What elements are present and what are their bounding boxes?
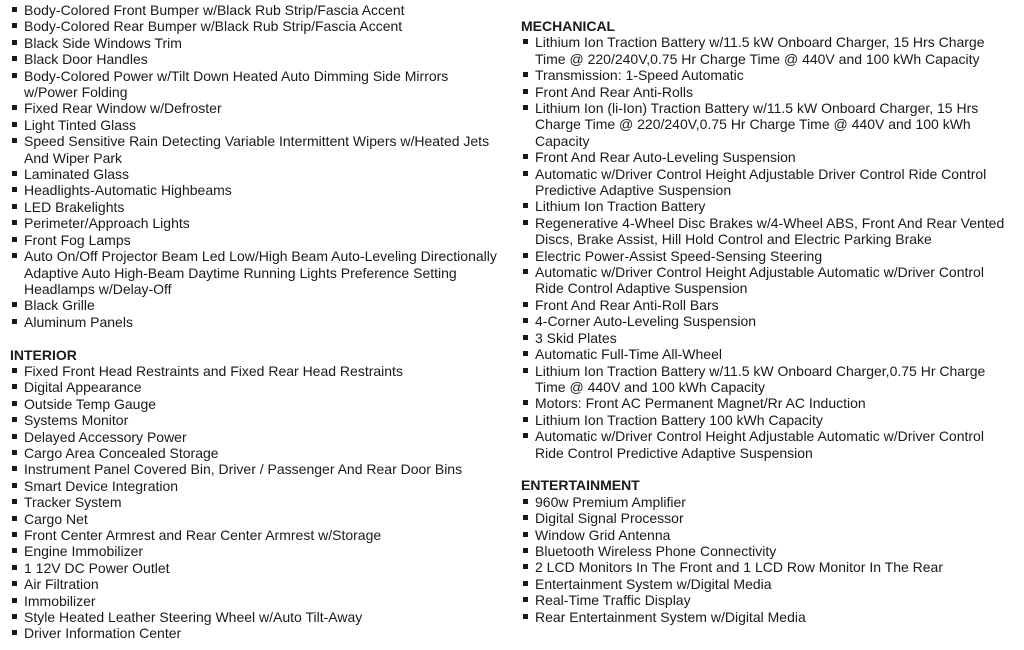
- list-item: [10, 51, 500, 67]
- list-item-text: Lithium Ion Traction Battery w/11.5 kW Onboard Charger, 15 Hrs Charge Time @ 220/240V,0.75 Hr Charge Time @ 440V and 100 kWh Capacity: [535, 34, 985, 67]
- list-item-text: Cargo Area Concealed Storage: [24, 444, 219, 461]
- bullet-icon: [12, 73, 17, 78]
- list-item: [521, 264, 1016, 297]
- bullet-icon: [12, 237, 17, 242]
- list-item: [10, 297, 500, 313]
- list-item: [521, 198, 1016, 214]
- list-item-text: Style Heated Leather Steering Wheel w/Auto Tilt-Away: [24, 609, 363, 625]
- interior-section: [10, 347, 500, 642]
- entertainment-section: [521, 477, 1016, 625]
- list-item-text: 1 12V DC Power Outlet: [24, 559, 170, 576]
- list-item-text: Entertainment System w/Digital Media: [535, 575, 772, 592]
- list-item-text: Real-Time Traffic Display: [535, 592, 691, 609]
- bullet-icon: [523, 351, 528, 356]
- bullet-icon: [523, 171, 528, 176]
- list-item: [10, 412, 500, 428]
- bullet-icon: [523, 433, 528, 438]
- exterior-section: [10, 2, 500, 330]
- exterior-list: [10, 2, 500, 330]
- bullet-icon: [12, 105, 17, 110]
- list-item-text: Cargo Net: [24, 510, 88, 527]
- list-item: [521, 494, 1016, 510]
- list-item: [521, 428, 1016, 461]
- list-item-text: Front Center Armrest and Rear Center Armrest w/Storage: [24, 526, 382, 543]
- list-item-text: Perimeter/Approach Lights: [24, 215, 190, 232]
- list-item-text: Bluetooth Wireless Phone Connectivity: [535, 542, 777, 559]
- list-item-text: Front And Rear Anti-Roll Bars: [535, 296, 719, 313]
- list-item-text: Lithium Ion Traction Battery: [535, 198, 706, 215]
- list-item: [521, 248, 1016, 264]
- list-item-text: Rear Entertainment System w/Digital Media: [535, 608, 806, 625]
- list-item-text: Motors: Front AC Permanent Magnet/Rr AC Induction: [535, 395, 866, 412]
- bullet-icon: [523, 614, 528, 619]
- list-item-text: Laminated Glass: [24, 166, 130, 183]
- list-item-text: Outside Temp Gauge: [24, 395, 157, 412]
- list-item: [10, 429, 500, 445]
- list-item-text: Lithium Ion Traction Battery 100 kWh Capacity: [535, 411, 823, 428]
- interior-list: [10, 363, 500, 642]
- list-item-text: Headlights-Automatic Highbeams: [24, 182, 232, 199]
- list-item: [10, 527, 500, 543]
- list-item: [521, 149, 1016, 165]
- list-item-text: Transmission: 1-Speed Automatic: [535, 67, 744, 84]
- interior-title: INTERIOR: [10, 346, 77, 363]
- list-item-text: Delayed Accessory Power: [24, 428, 187, 445]
- list-item: [10, 18, 500, 34]
- list-item-text: Body-Colored Front Bumper w/Black Rub Strip/Fascia Accent: [24, 2, 405, 18]
- list-item: [10, 166, 500, 182]
- mechanical-list: [521, 34, 1016, 461]
- list-item: [521, 527, 1016, 543]
- list-item: [521, 412, 1016, 428]
- bullet-icon: [12, 401, 17, 406]
- list-item-text: Automatic Full-Time All-Wheel: [535, 346, 722, 363]
- list-item-text: Front And Rear Auto-Leveling Suspension: [535, 149, 796, 166]
- list-item: [521, 395, 1016, 411]
- list-item: [10, 396, 500, 412]
- list-item-text: Digital Signal Processor: [535, 510, 684, 527]
- list-item: [10, 215, 500, 231]
- list-item: [10, 511, 500, 527]
- entertainment-list: [521, 494, 1016, 625]
- section-gap: [10, 330, 500, 346]
- list-item-text: Electric Power-Assist Speed-Sensing Steering: [535, 247, 823, 264]
- list-item: [10, 445, 500, 461]
- list-item: [521, 576, 1016, 592]
- bullet-icon: [12, 450, 17, 455]
- list-item-text: 4-Corner Auto-Leveling Suspension: [535, 313, 757, 330]
- list-item-text: Body-Colored Power w/Tilt Down Heated Auto Dimming Side Mirrors w/Power Folding: [24, 67, 449, 101]
- bullet-icon: [523, 335, 528, 340]
- bullet-icon: [12, 23, 17, 28]
- list-item: [10, 182, 500, 198]
- bullet-icon: [12, 204, 17, 209]
- list-item: [10, 68, 500, 101]
- left-column: [10, 2, 500, 642]
- bullet-icon: [12, 434, 17, 439]
- bullet-icon: [12, 368, 17, 373]
- list-item: [521, 313, 1016, 329]
- right-column: [521, 18, 1016, 625]
- list-item-text: Automatic w/Driver Control Height Adjustable Automatic w/Driver Control Ride Control Adaptive Suspension: [535, 264, 984, 297]
- bullet-icon: [523, 597, 528, 602]
- list-item-text: Light Tinted Glass: [24, 116, 137, 133]
- bullet-icon: [12, 40, 17, 45]
- list-item-text: Automatic w/Driver Control Height Adjustable Automatic w/Driver Control Ride Control Predictive Adaptive Suspension: [535, 428, 984, 461]
- bullet-icon: [12, 581, 17, 586]
- list-item: [521, 609, 1016, 625]
- list-item-text: Front And Rear Anti-Rolls: [535, 83, 693, 100]
- list-item-text: Body-Colored Rear Bumper w/Black Rub Strip/Fascia Accent: [24, 18, 403, 35]
- list-item-text: Immobilizer: [24, 592, 96, 609]
- list-item: [10, 560, 500, 576]
- list-item-text: Black Grille: [24, 297, 95, 314]
- list-item-text: LED Brakelights: [24, 198, 125, 215]
- list-item: [10, 461, 500, 477]
- list-item: [521, 100, 1016, 149]
- bullet-icon: [523, 39, 528, 44]
- section-gap: [521, 461, 1016, 477]
- bullet-icon: [523, 581, 528, 586]
- bullet-icon: [12, 56, 17, 61]
- list-item: [521, 543, 1016, 559]
- list-item-text: Front Fog Lamps: [24, 231, 131, 248]
- list-item: [521, 166, 1016, 199]
- bullet-icon: [12, 630, 17, 635]
- bullet-icon: [12, 483, 17, 488]
- list-item: [521, 297, 1016, 313]
- list-item-text: Lithium Ion Traction Battery w/11.5 kW Onboard Charger,0.75 Hr Charge Time @ 440V and 100 kWh Capacity: [535, 362, 986, 395]
- list-item: [521, 84, 1016, 100]
- list-item: [10, 117, 500, 133]
- list-item: [10, 133, 500, 166]
- list-item: [521, 559, 1016, 575]
- bullet-icon: [523, 400, 528, 405]
- bullet-icon: [523, 269, 528, 274]
- list-item-text: 960w Premium Amplifier: [535, 493, 686, 510]
- list-item-text: Systems Monitor: [24, 412, 129, 429]
- list-item-text: Fixed Front Head Restraints and Fixed Rear Head Restraints: [24, 362, 403, 379]
- mechanical-section: [521, 18, 1016, 461]
- bullet-icon: [12, 532, 17, 537]
- bullet-icon: [523, 302, 528, 307]
- list-item-text: Auto On/Off Projector Beam Led Low/High Beam Auto-Leveling Directionally Adaptive Auto High-Beam Daytime Running Lights Preference Setting Headlamps w/Delay-Off: [24, 248, 497, 297]
- bullet-icon: [12, 516, 17, 521]
- list-item-text: Lithium Ion (li-Ion) Traction Battery w/11.5 kW Onboard Charger, 15 Hrs Charge Time @ 220/240V,0.75 Hr Charge Time @ 440V and 100 kWh Capacity: [535, 100, 979, 149]
- bullet-icon: [12, 466, 17, 471]
- list-item: [10, 494, 500, 510]
- bullet-icon: [12, 319, 17, 324]
- list-item: [10, 199, 500, 215]
- list-item: [10, 478, 500, 494]
- entertainment-title: ENTERTAINMENT: [521, 477, 640, 494]
- bullet-icon: [12, 302, 17, 307]
- bullet-icon: [523, 499, 528, 504]
- bullet-icon: [12, 220, 17, 225]
- bullet-icon: [523, 318, 528, 323]
- bullet-icon: [12, 499, 17, 504]
- list-item: [521, 34, 1016, 67]
- list-item-text: Smart Device Integration: [24, 477, 179, 494]
- list-item: [10, 625, 500, 641]
- bullet-icon: [12, 122, 17, 127]
- bullet-icon: [523, 203, 528, 208]
- bullet-icon: [523, 72, 528, 77]
- bullet-icon: [12, 384, 17, 389]
- list-item: [10, 576, 500, 592]
- list-item: [521, 510, 1016, 526]
- list-item-text: 2 LCD Monitors In The Front and 1 LCD Row Monitor In The Rear: [535, 559, 943, 576]
- bullet-icon: [12, 614, 17, 619]
- bullet-icon: [12, 253, 17, 258]
- list-item: [10, 314, 500, 330]
- bullet-icon: [523, 532, 528, 537]
- list-item: [521, 330, 1016, 346]
- list-item-text: Automatic w/Driver Control Height Adjustable Driver Control Ride Control Predictive Adaptive Suspension: [535, 165, 987, 199]
- bullet-icon: [523, 564, 528, 569]
- list-item: [521, 215, 1016, 248]
- list-item: [10, 35, 500, 51]
- list-item-text: Tracker System: [24, 494, 122, 511]
- list-item-text: Aluminum Panels: [24, 313, 133, 330]
- list-item: [10, 100, 500, 116]
- list-item: [521, 67, 1016, 83]
- bullet-icon: [12, 548, 17, 553]
- bullet-icon: [12, 171, 17, 176]
- list-item-text: Fixed Rear Window w/Defroster: [24, 100, 222, 117]
- bullet-icon: [523, 89, 528, 94]
- list-item-text: Black Door Handles: [24, 51, 148, 68]
- list-item-text: Black Side Windows Trim: [24, 34, 182, 51]
- list-item: [10, 232, 500, 248]
- list-item-text: Regenerative 4-Wheel Disc Brakes w/4-Wheel ABS, Front And Rear Vented Discs, Brake Assist, Hill Hold Control and Electric Parking Brake: [535, 214, 1005, 248]
- list-item-text: Digital Appearance: [24, 379, 142, 396]
- list-item: [521, 346, 1016, 362]
- list-item: [10, 379, 500, 395]
- list-item: [10, 2, 500, 18]
- bullet-icon: [523, 253, 528, 258]
- list-item: [521, 592, 1016, 608]
- mechanical-title: MECHANICAL: [521, 18, 616, 34]
- list-item-text: Driver Information Center: [24, 625, 182, 642]
- bullet-icon: [12, 565, 17, 570]
- list-item-text: Speed Sensitive Rain Detecting Variable Intermittent Wipers w/Heated Jets And Wiper Park: [24, 133, 490, 166]
- bullet-icon: [12, 187, 17, 192]
- list-item: [521, 363, 1016, 396]
- bullet-icon: [523, 105, 528, 110]
- list-item-text: Air Filtration: [24, 576, 99, 593]
- list-item: [10, 248, 500, 297]
- bullet-icon: [523, 154, 528, 159]
- bullet-icon: [523, 368, 528, 373]
- bullet-icon: [12, 598, 17, 603]
- bullet-icon: [12, 7, 17, 12]
- bullet-icon: [523, 220, 528, 225]
- list-item: [10, 609, 500, 625]
- list-item-text: Instrument Panel Covered Bin, Driver / Passenger And Rear Door Bins: [24, 461, 463, 478]
- list-item: [10, 593, 500, 609]
- list-item: [10, 363, 500, 379]
- bullet-icon: [523, 417, 528, 422]
- bullet-icon: [12, 417, 17, 422]
- list-item-text: Window Grid Antenna: [535, 526, 671, 543]
- list-item: [10, 543, 500, 559]
- bullet-icon: [523, 515, 528, 520]
- list-item-text: Engine Immobilizer: [24, 543, 144, 560]
- bullet-icon: [12, 138, 17, 143]
- list-item-text: 3 Skid Plates: [535, 329, 617, 346]
- bullet-icon: [523, 548, 528, 553]
